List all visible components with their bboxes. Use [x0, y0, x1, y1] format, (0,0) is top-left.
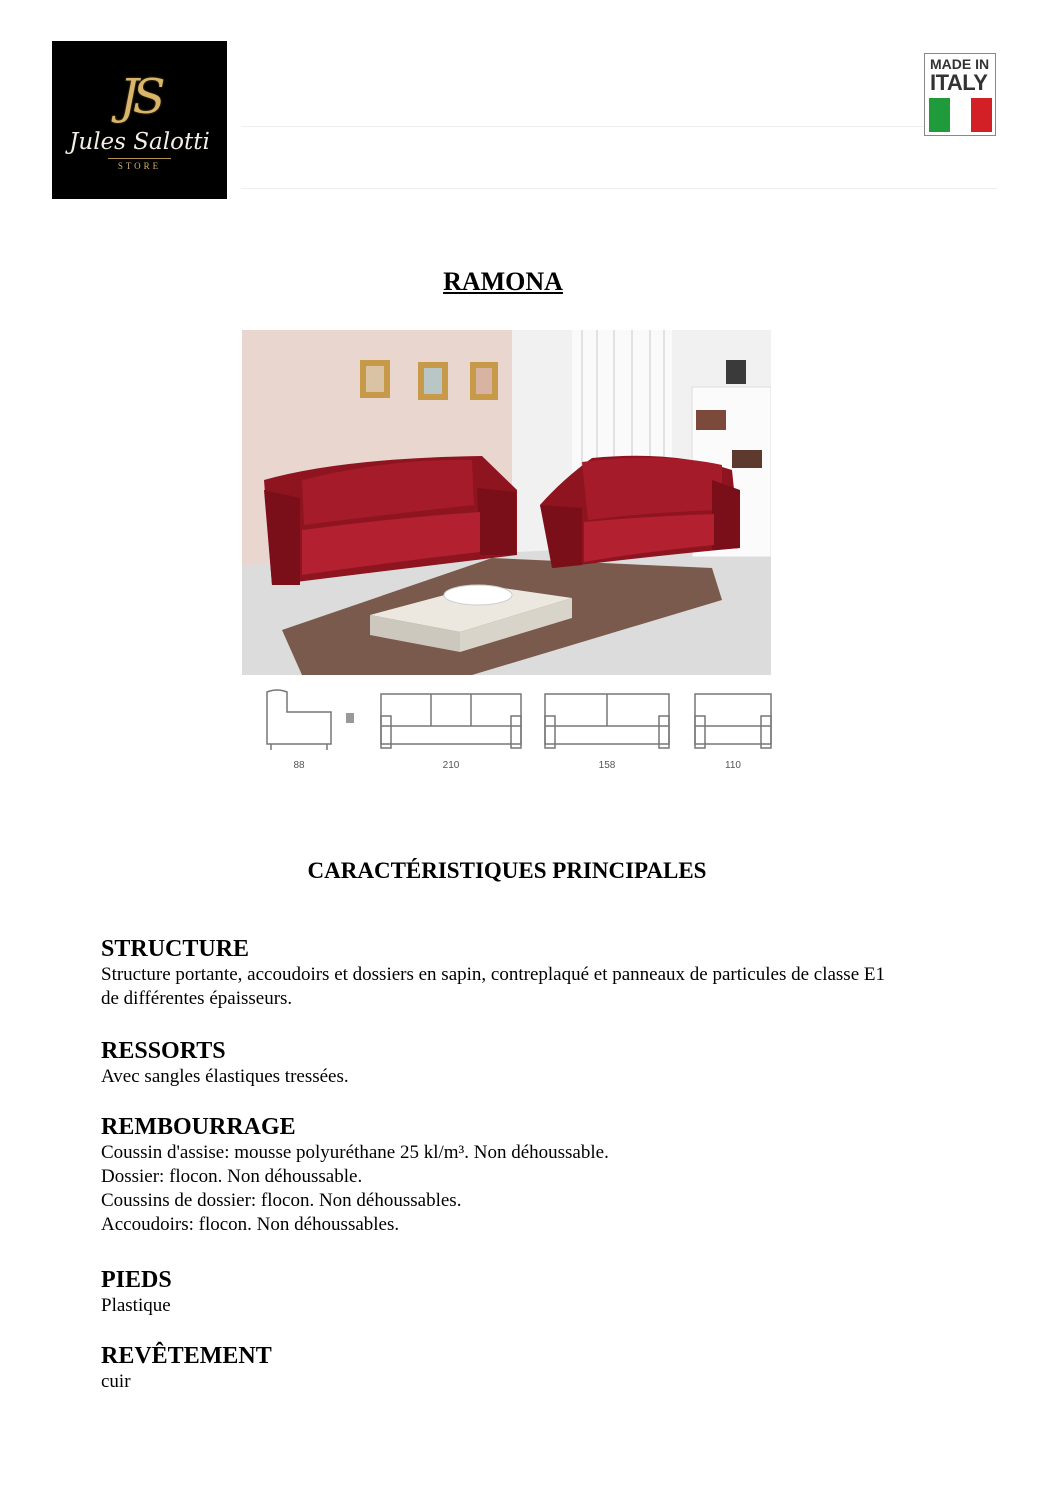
brand-subtitle: STORE — [108, 158, 171, 171]
spec-springs — [101, 1037, 1001, 1089]
dimension-label: 158 — [598, 760, 616, 771]
italian-flag-icon — [929, 98, 992, 132]
spec-text: Accoudoirs: flocon. Non déhoussables. — [101, 1214, 400, 1235]
spec-heading: RESSORTS — [101, 1038, 226, 1064]
dimension-label: 88 — [293, 760, 305, 771]
spec-text: Coussins de dossier: flocon. Non déhoussables. — [101, 1190, 462, 1211]
spec-padding — [101, 1113, 1001, 1237]
header-divider-top — [241, 126, 997, 127]
section-heading: CARACTÉRISTIQUES PRINCIPALES — [307, 858, 707, 883]
spec-heading: REMBOURRAGE — [101, 1114, 296, 1140]
spec-text: de différentes épaisseurs. — [101, 988, 293, 1009]
made-in-italy-badge — [924, 53, 996, 136]
spec-covering — [101, 1342, 1001, 1394]
brand-monogram: JS — [119, 69, 160, 125]
spec-heading: STRUCTURE — [101, 936, 250, 962]
spec-feet — [101, 1266, 1001, 1318]
brand-name: Jules Salotti — [69, 129, 210, 155]
dimension-label: 110 — [725, 760, 741, 771]
dimension-label: 210 — [442, 760, 460, 771]
badge-line1: MADE IN — [930, 56, 990, 72]
spec-text: Coussin d'assise: mousse polyuréthane 25 kl/m³. Non déhoussable. — [101, 1142, 609, 1163]
spec-text: Dossier: flocon. Non déhoussable. — [101, 1166, 363, 1187]
brand-logo — [52, 41, 227, 199]
spec-text: cuir — [101, 1371, 131, 1392]
product-photo — [242, 330, 771, 675]
spec-text: Avec sangles élastiques tressées. — [101, 1066, 349, 1087]
badge-line2: ITALY — [930, 70, 988, 95]
spec-text: Structure portante, accoudoirs et dossiers en sapin, contreplaqué et panneaux de particules de classe E1 — [101, 964, 885, 985]
dimension-drawings — [255, 686, 780, 778]
header-divider-bottom — [241, 188, 997, 189]
spec-text: Plastique — [101, 1295, 171, 1316]
spec-heading: REVÊTEMENT — [101, 1343, 272, 1369]
spec-heading: PIEDS — [101, 1267, 172, 1293]
product-title: RAMONA — [443, 267, 563, 296]
spec-structure — [101, 935, 1001, 1011]
